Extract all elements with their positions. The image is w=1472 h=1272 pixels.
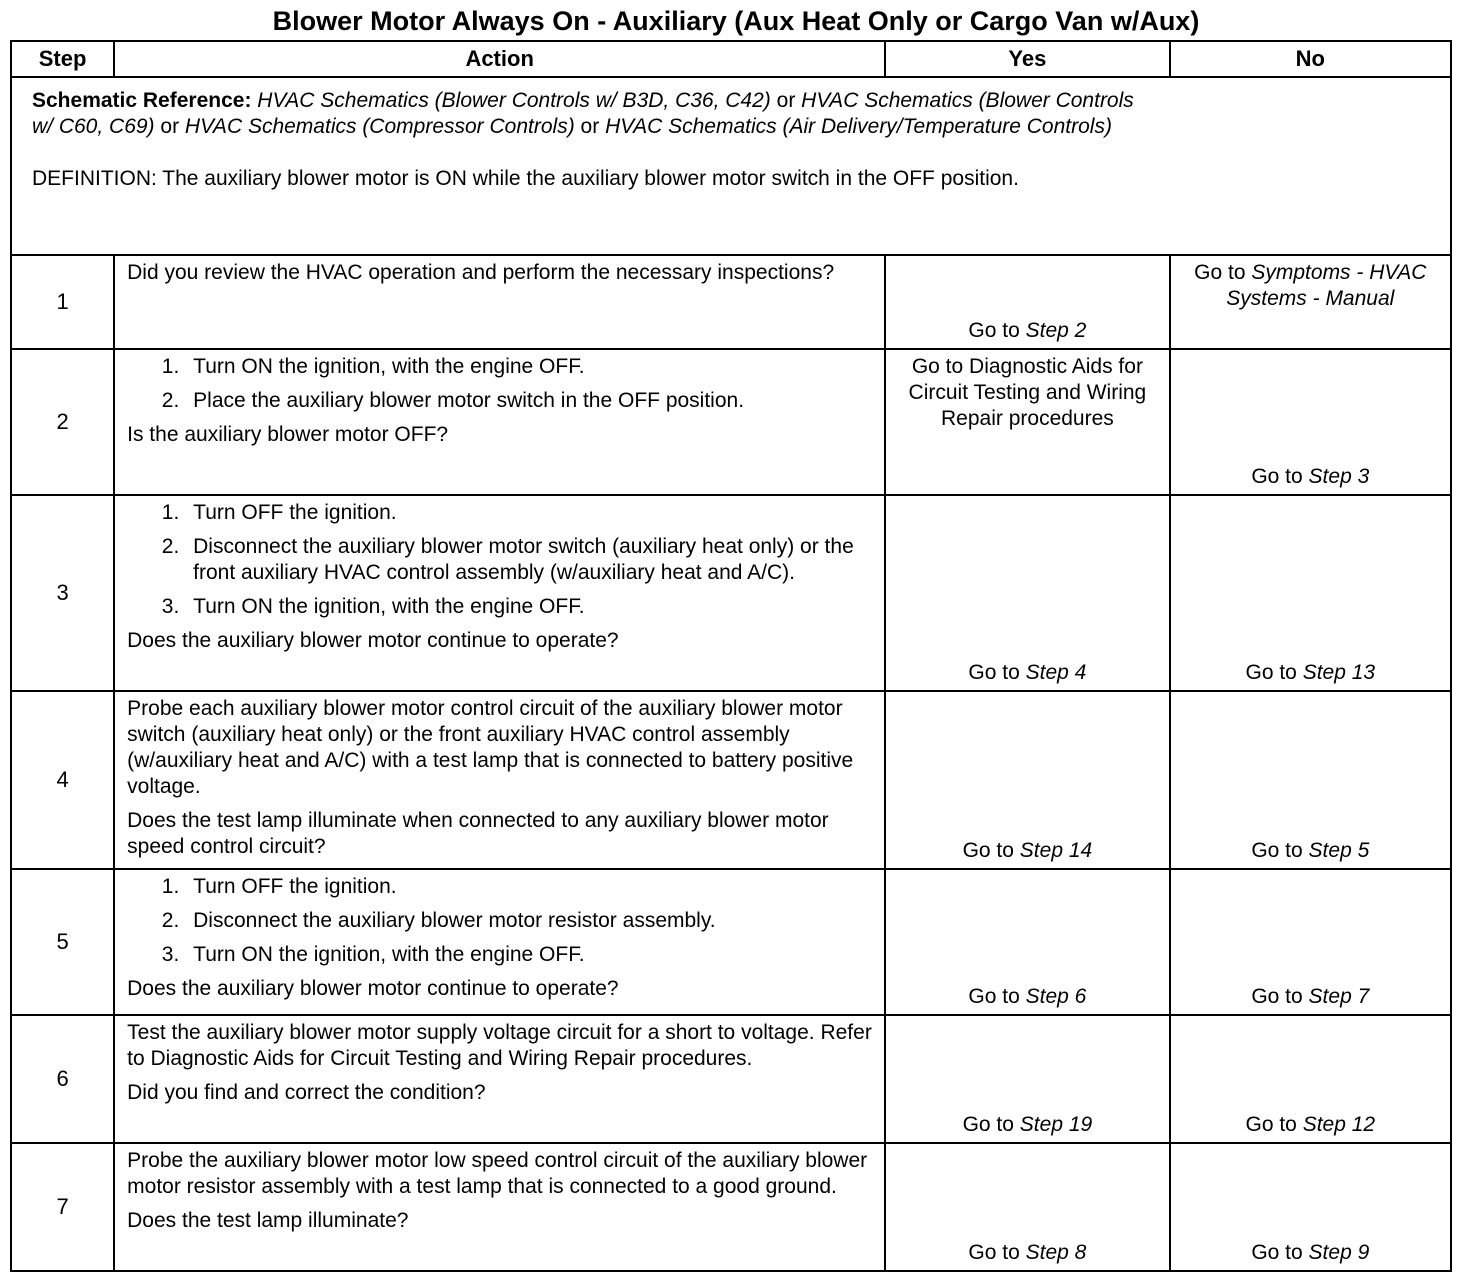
- step-action: [114, 495, 885, 691]
- list-item: 1. Turn OFF the ignition.: [185, 874, 872, 900]
- action-question: Does the test lamp illuminate when connected to any auxiliary blower motor speed control circuit?: [127, 809, 829, 858]
- step-number: 7: [11, 1143, 114, 1271]
- table-row: [11, 495, 1451, 691]
- no-result: [1170, 349, 1451, 495]
- table-row: [11, 349, 1451, 495]
- or-text: or: [580, 115, 600, 138]
- result-prefix: Go to: [968, 319, 1020, 342]
- step-number: 6: [11, 1015, 114, 1143]
- action-text: Did you review the HVAC operation and perform the necessary inspections?: [127, 261, 835, 284]
- yes-result: [885, 349, 1169, 495]
- header-row: [11, 41, 1451, 77]
- diagnostic-table: [10, 40, 1452, 1272]
- or-text: or: [776, 89, 796, 112]
- list-item: 2. Disconnect the auxiliary blower motor switch (auxiliary heat only) or the front auxiliary HVAC control assembly (w/auxiliary heat and A/C).: [185, 534, 872, 586]
- step-link[interactable]: Step 19: [1019, 1113, 1093, 1136]
- step-action: [114, 691, 885, 869]
- action-list: [127, 354, 872, 414]
- step-link[interactable]: Step 6: [1025, 985, 1087, 1008]
- schematic-reference: [11, 77, 1451, 255]
- action-question: Does the auxiliary blower motor continue to operate?: [127, 977, 619, 1000]
- schematic-ref-2b[interactable]: w/ C60, C69): [32, 115, 155, 138]
- action-text: Probe each auxiliary blower motor control circuit of the auxiliary blower motor switch (auxiliary heat only) or the front auxiliary HVAC control assembly (w/auxiliary heat and A/C) with a test lamp that is connected to battery positive voltage.: [127, 697, 854, 798]
- result-prefix: Go to: [1251, 839, 1303, 862]
- result-prefix: Go to: [968, 661, 1020, 684]
- result-prefix: Go to: [1245, 1113, 1297, 1136]
- step-link[interactable]: Step 5: [1308, 839, 1370, 862]
- diagnostic-aids-link[interactable]: Go to Diagnostic Aids for Circuit Testing and Wiring Repair procedures: [908, 355, 1147, 430]
- action-text: Probe the auxiliary blower motor low speed control circuit of the auxiliary blower motor resistor assembly with a test lamp that is connected to a good ground.: [127, 1149, 868, 1198]
- no-result: [1170, 869, 1451, 1015]
- header-action: Action: [114, 41, 885, 77]
- step-number: 4: [11, 691, 114, 869]
- yes-result: [885, 869, 1169, 1015]
- schematic-ref-4[interactable]: HVAC Schematics (Air Delivery/Temperature Controls): [605, 115, 1112, 138]
- no-result: [1170, 1143, 1451, 1271]
- header-yes: Yes: [885, 41, 1169, 77]
- definition-text: DEFINITION: The auxiliary blower motor is ON while the auxiliary blower motor switch in the OFF position.: [32, 167, 1019, 190]
- step-action: [114, 349, 885, 495]
- action-list: [127, 500, 872, 620]
- symptoms-link[interactable]: Symptoms - HVAC Systems - Manual: [1226, 261, 1427, 310]
- schematic-ref-2a[interactable]: HVAC Schematics (Blower Controls: [801, 89, 1134, 112]
- document-title: Blower Motor Always On - Auxiliary (Aux Heat Only or Cargo Van w/Aux): [272, 6, 1200, 36]
- list-item: 2. Disconnect the auxiliary blower motor resistor assembly.: [185, 908, 872, 934]
- result-prefix: Go to: [1251, 465, 1303, 488]
- yes-result: [885, 495, 1169, 691]
- table-row: [11, 1143, 1451, 1271]
- no-result: [1170, 495, 1451, 691]
- no-result: [1170, 691, 1451, 869]
- step-number: 3: [11, 495, 114, 691]
- schematic-label: Schematic Reference:: [32, 89, 252, 112]
- step-link[interactable]: Step 9: [1308, 1241, 1370, 1264]
- step-link[interactable]: Step 4: [1025, 661, 1087, 684]
- step-link[interactable]: Step 12: [1302, 1113, 1376, 1136]
- schematic-ref-3[interactable]: HVAC Schematics (Compressor Controls): [184, 115, 575, 138]
- result-prefix: Go to: [962, 1113, 1014, 1136]
- step-action: [114, 1143, 885, 1271]
- yes-result: [885, 1015, 1169, 1143]
- step-link[interactable]: Step 2: [1025, 319, 1087, 342]
- step-link[interactable]: Step 7: [1308, 985, 1370, 1008]
- step-action: [114, 869, 885, 1015]
- step-link[interactable]: Step 13: [1302, 661, 1376, 684]
- table-row: [11, 869, 1451, 1015]
- action-question: Does the auxiliary blower motor continue to operate?: [127, 629, 619, 652]
- result-prefix: Go to: [1251, 1241, 1303, 1264]
- result-prefix: Go to: [1251, 985, 1303, 1008]
- step-number: 1: [11, 255, 114, 349]
- table-row: [11, 255, 1451, 349]
- action-list: [127, 874, 872, 968]
- step-action: [114, 255, 885, 349]
- list-item: 3. Turn ON the ignition, with the engine OFF.: [185, 942, 872, 968]
- list-item: 3. Turn ON the ignition, with the engine OFF.: [185, 594, 872, 620]
- step-action: [114, 1015, 885, 1143]
- yes-result: [885, 255, 1169, 349]
- result-prefix: Go to: [968, 985, 1020, 1008]
- header-no: No: [1170, 41, 1451, 77]
- header-step: Step: [11, 41, 114, 77]
- result-prefix: Go to: [962, 839, 1014, 862]
- no-result: [1170, 1015, 1451, 1143]
- no-result: [1170, 255, 1451, 349]
- step-link[interactable]: Step 3: [1308, 465, 1370, 488]
- yes-result: [885, 1143, 1169, 1271]
- or-text: or: [160, 115, 180, 138]
- step-number: 5: [11, 869, 114, 1015]
- step-link[interactable]: Step 8: [1025, 1241, 1087, 1264]
- table-row: [11, 1015, 1451, 1143]
- step-link[interactable]: Step 14: [1019, 839, 1093, 862]
- action-text: Test the auxiliary blower motor supply voltage circuit for a short to voltage. Refer to Diagnostic Aids for Circuit Testing and Wiring Repair procedures.: [127, 1021, 872, 1070]
- step-number: 2: [11, 349, 114, 495]
- result-prefix: Go to: [1194, 261, 1246, 284]
- action-question: Did you find and correct the condition?: [127, 1081, 486, 1104]
- schematic-ref-1[interactable]: HVAC Schematics (Blower Controls w/ B3D, C36, C42): [257, 89, 771, 112]
- list-item: 1. Turn ON the ignition, with the engine OFF.: [185, 354, 872, 380]
- action-question: Is the auxiliary blower motor OFF?: [127, 423, 449, 446]
- result-prefix: Go to: [968, 1241, 1020, 1264]
- action-question: Does the test lamp illuminate?: [127, 1209, 409, 1232]
- schematic-reference-row: [11, 77, 1451, 255]
- table-row: [11, 691, 1451, 869]
- result-prefix: Go to: [1245, 661, 1297, 684]
- list-item: 2. Place the auxiliary blower motor switch in the OFF position.: [185, 388, 872, 414]
- list-item: 1. Turn OFF the ignition.: [185, 500, 872, 526]
- yes-result: [885, 691, 1169, 869]
